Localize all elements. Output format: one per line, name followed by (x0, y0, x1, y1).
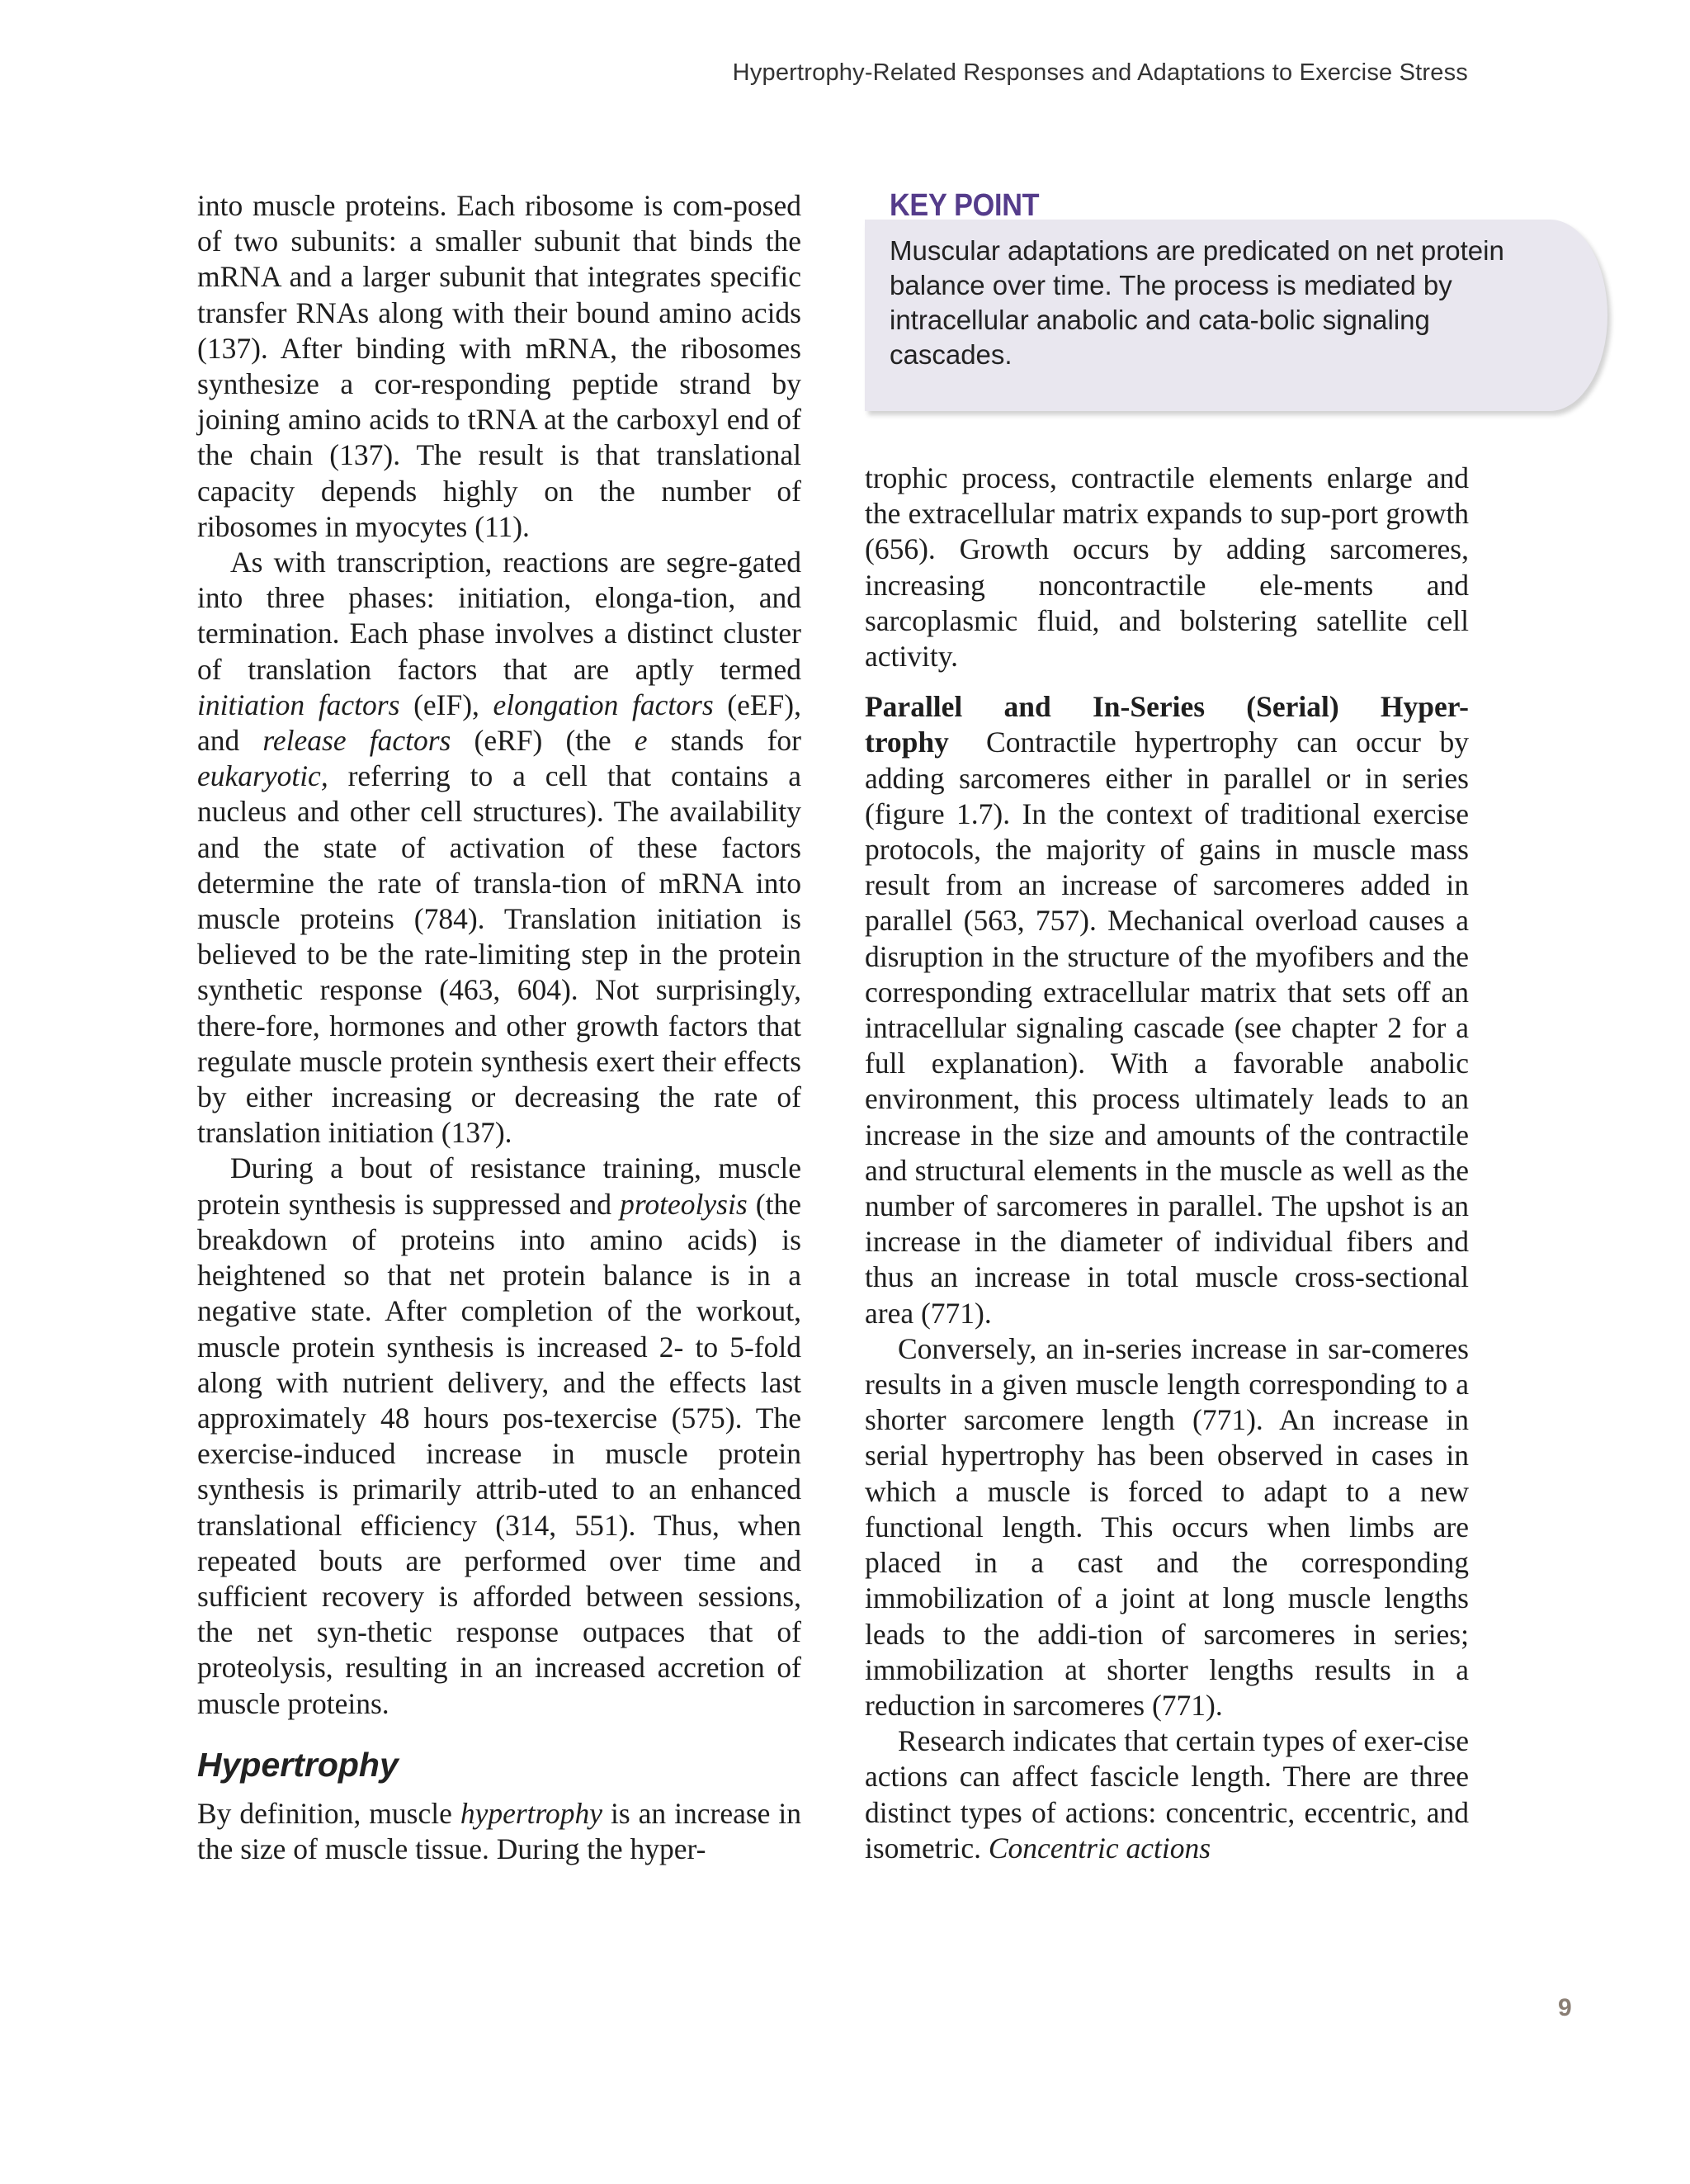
paragraph: into muscle proteins. Each ribosome is com-posed of two subunits: a smaller subunit that binds the mRNA and a larger subunit that integrates specific transfer RNAs along with their bound amino acids (137). After binding with mRNA, the ribosomes synthesize a cor-responding peptide strand by joining amino acids to tRNA at the carboxyl end of the chain (137). The result is that translational capacity depends highly on the number of ribosomes in myocytes (11). (197, 189, 801, 543)
page-number: 9 (1558, 1994, 1572, 2021)
key-point-text: Muscular adaptations are predicated on net protein balance over time. The process is mediated by intracellular anabolic and cata-bolic signaling cascades. (890, 235, 1504, 370)
paragraph: trophic process, contractile elements enlarge and the extracellular matrix expands to sup-port growth (656). Growth occurs by adding sarcomeres, increasing noncontractile ele-ments and sarcoplasmic fluid, and bolstering satellite cell activity. (865, 461, 1469, 674)
key-point-box (865, 188, 1607, 415)
right-column (865, 461, 1469, 1866)
left-column (197, 188, 801, 1867)
running-head: Hypertrophy-Related Responses and Adaptations to Exercise Stress (732, 59, 1468, 86)
paragraph: Parallel and In-Series (Serial) Hyper-trophy Contractile hypertrophy can occur by adding sarcomeres either in parallel or in series (figure 1.7). In the context of traditional exercise protocols, the majority of gains in muscle mass result from an increase of sarcomeres added in parallel (563, 757). Mechanical overload causes a disruption in the structure of the myofibers and the corresponding extracellular matrix that sets off an intracellular signaling cascade (see chapter 2 for a full explanation). With a favorable anabolic environment, this process ultimately leads to an increase in the size and amounts of the contractile and structural elements in the muscle as well as the number of sarcomeres in parallel. The upshot is an increase in the diameter of individual fibers and thus an increase in total muscle cross-sectional area (771). (865, 690, 1469, 1330)
paragraph: As with transcription, reactions are segre-gated into three phases: initiation, elonga-tion, and termination. Each phase involves a distinct cluster of translation factors that are aptly termed initiation factors (eIF), elongation factors (eEF), and release factors (eRF) (the e stands for eukaryotic, referring to a cell that contains a nucleus and other cell structures). The availability and the state of activation of these factors determine the rate of transla-tion of mRNA into muscle proteins (784). Translation initiation is believed to be the rate-limiting step in the protein synthetic response (463, 604). Not surprisingly, there-fore, hormones and other growth factors that regulate muscle protein synthesis exert their effects by either increasing or decreasing the rate of translation initiation (137). (197, 546, 801, 1150)
paragraph: Conversely, an in-series increase in sar-comeres results in a given muscle length corresponding to a shorter sarcomere length (771). An increase in serial hypertrophy has been observed in cases in which a muscle is forced to adapt to a new functional length. This occurs when limbs are placed in a cast and the corresponding immobilization of a joint at long muscle lengths leads to the addi-tion of sarcomeres in series; immobilization at shorter lengths results in a reduction in sarcomeres (771). (865, 1331, 1469, 1722)
paragraph: During a bout of resistance training, muscle protein synthesis is suppressed and proteolysis (the breakdown of proteins into amino acids) is heightened so that net protein balance is in a negative state. After completion of the workout, muscle protein synthesis is increased 2- to 5-fold along with nutrient delivery, and the effects last approximately 48 hours pos-texercise (575). The exercise-induced increase in muscle protein synthesis is primarily attrib-uted to an enhanced translational efficiency (314, 551). Thus, when repeated bouts are performed over time and sufficient recovery is afforded between sessions, the net syn-thetic response outpaces that of proteolysis, resulting in an increased accretion of muscle proteins. (197, 1151, 801, 1720)
run-in-heading: Parallel and In-Series (Serial) Hyper-trophy (865, 690, 1469, 759)
section-heading: Hypertrophy (197, 1745, 399, 1784)
key-point-title: KEY POINT (890, 188, 1040, 223)
paragraph: By definition, muscle hypertrophy is an increase in the size of muscle tissue. During the hyper- (197, 1796, 802, 1865)
paragraph: Research indicates that certain types of exer-cise actions can affect fascicle length. There are three distinct types of actions: concentric, eccentric, and isometric. Concentric actions (865, 1724, 1469, 1865)
